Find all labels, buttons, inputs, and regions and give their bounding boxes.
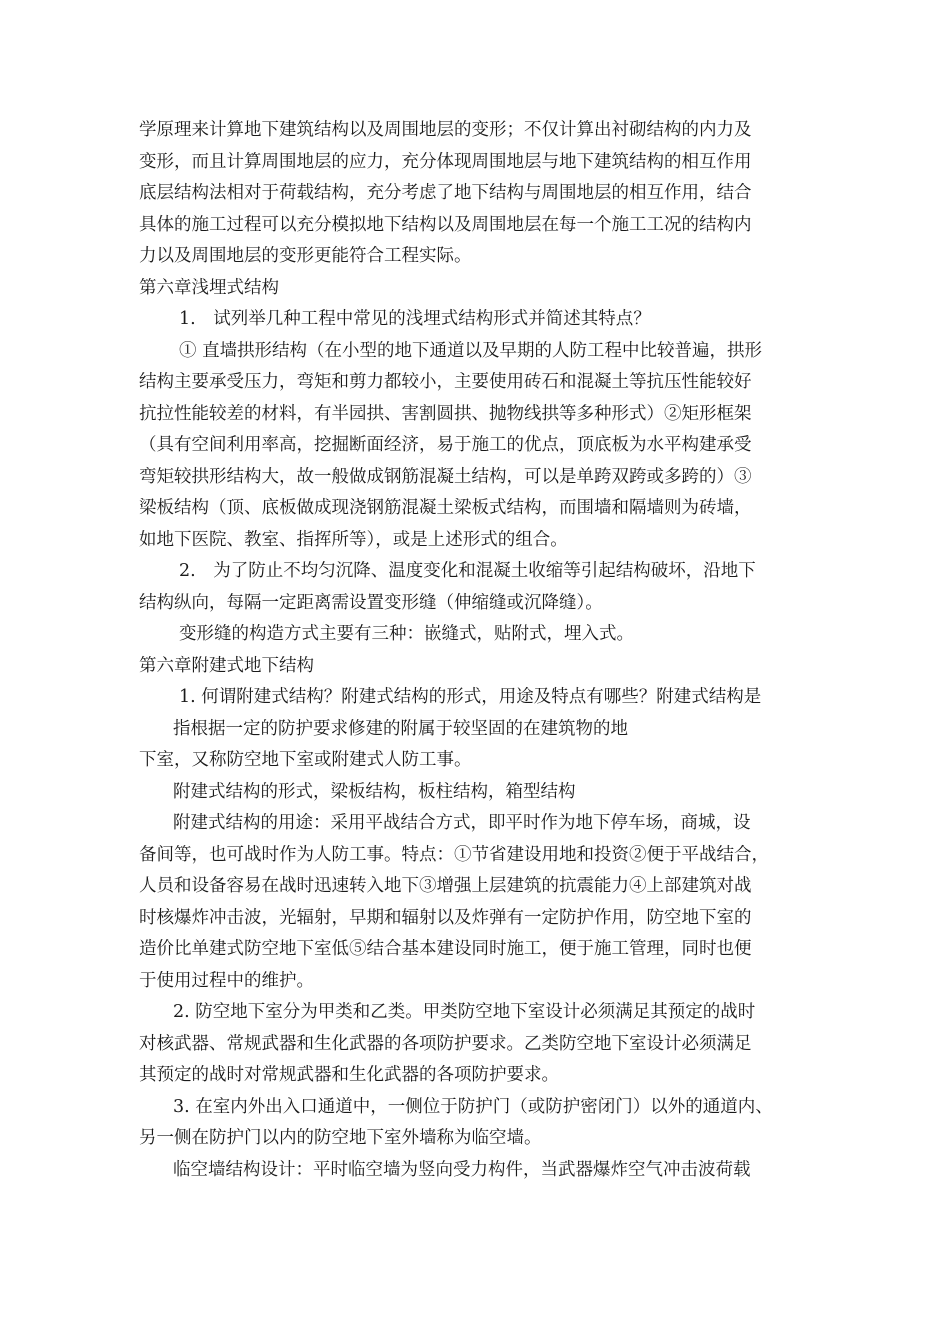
question-heading: 1. 何谓附建式结构？附建式结构的形式，用途及特点有哪些？附建式结构是	[179, 687, 762, 707]
body-text-line: 指根据一定的防护要求修建的附属于较坚固的在建筑物的地	[173, 718, 628, 739]
body-text-line: 力以及周围地层的变形更能符合工程实际。	[139, 246, 472, 266]
body-text-line: 另一侧在防护门以内的防空地下室外墙称为临空墙。	[139, 1128, 542, 1148]
body-text-line: 变形缝的构造方式主要有三种：嵌缝式，贴附式，埋入式。	[179, 624, 634, 644]
body-text-line: 造价比单建式防空地下室低⑤结合基本建设同时施工，便于施工管理，同时也便	[139, 939, 752, 959]
body-text-line: ① 直墙拱形结构（在小型的地下通道以及早期的人防工程中比较普遍，拱形	[179, 340, 763, 361]
body-text-line: 附建式结构的形式，梁板结构，板柱结构，箱型结构	[173, 781, 576, 802]
body-text-line: 变形，而且计算周围地层的应力，充分体现周围地层与地下建筑结构的相互作用	[139, 151, 752, 172]
body-text-line: （具有空间利用率高，挖掘断面经济，易于施工的优点，顶底板为水平构建承受	[139, 435, 752, 455]
body-text-line: 备间等，也可战时作为人防工事。特点：①节省建设用地和投资②便于平战结合，	[139, 844, 769, 865]
question-heading: 3. 在室内外出入口通道中，一侧位于防护门（或防护密闭门）以外的通道内、	[173, 1096, 773, 1117]
body-text-line: 时核爆炸冲击波，光辐射，早期和辐射以及炸弹有一定防护作用，防空地下室的	[139, 907, 752, 928]
body-text-line: 下室，又称防空地下室或附建式人防工事。	[139, 750, 472, 770]
body-text-line: 具体的施工过程可以充分模拟地下结构以及周围地层在每一个施工工况的结构内	[139, 214, 752, 235]
question-heading: 1. 试列举几种工程中常见的浅埋式结构形式并简述其特点？	[179, 309, 651, 329]
body-text-line: 人员和设备容易在战时迅速转入地下③增强上层建筑的抗震能力④上部建筑对战	[139, 876, 752, 896]
body-text-line: 临空墙结构设计：平时临空墙为竖向受力构件，当武器爆炸空气冲击波荷载	[173, 1159, 751, 1180]
chapter-heading: 第六章附建式地下结构	[139, 655, 314, 676]
body-text-line: 于使用过程中的维护。	[139, 970, 314, 991]
body-text-line: 结构纵向，每隔一定距离需设置变形缝（伸缩缝或沉降缝）。	[139, 592, 603, 613]
question-heading: 2. 为了防止不均匀沉降、温度变化和混凝土收缩等引起结构破坏，沿地下	[179, 561, 756, 581]
body-text-line: 对核武器、常规武器和生化武器的各项防护要求。乙类防空地下室设计必须满足	[139, 1033, 752, 1054]
chapter-heading: 第六章浅埋式结构	[139, 277, 279, 298]
document-body	[139, 115, 829, 1186]
body-text-line: 抗拉性能较差的材料，有半园拱、害割圆拱、抛物线拱等多种形式）②矩形框架	[139, 403, 752, 424]
body-text-line: 附建式结构的用途：采用平战结合方式，即平时作为地下停车场，商城，设	[173, 813, 751, 833]
body-text-line: 弯矩较拱形结构大，故一般做成钢筋混凝土结构，可以是单跨双跨或多跨的）③	[139, 466, 752, 487]
body-text-line: 其预定的战时对常规武器和生化武器的各项防护要求。	[139, 1065, 559, 1085]
body-text-line: 结构主要承受压力，弯矩和剪力都较小，主要使用砖石和混凝土等抗压性能较好	[139, 372, 752, 392]
body-text-line: 底层结构法相对于荷载结构，充分考虑了地下结构与周围地层的相互作用，结合	[139, 183, 752, 203]
question-heading: 2. 防空地下室分为甲类和乙类。甲类防空地下室设计必须满足其预定的战时	[173, 1002, 756, 1022]
body-text-line: 学原理来计算地下建筑结构以及周围地层的变形；不仅计算出衬砌结构的内力及	[139, 120, 752, 140]
body-text-line: 如地下医院、教室、指挥所等），或是上述形式的组合。	[139, 529, 568, 550]
body-text-line: 梁板结构（顶、底板做成现浇钢筋混凝土梁板式结构，而围墙和隔墙则为砖墙，	[139, 498, 752, 518]
